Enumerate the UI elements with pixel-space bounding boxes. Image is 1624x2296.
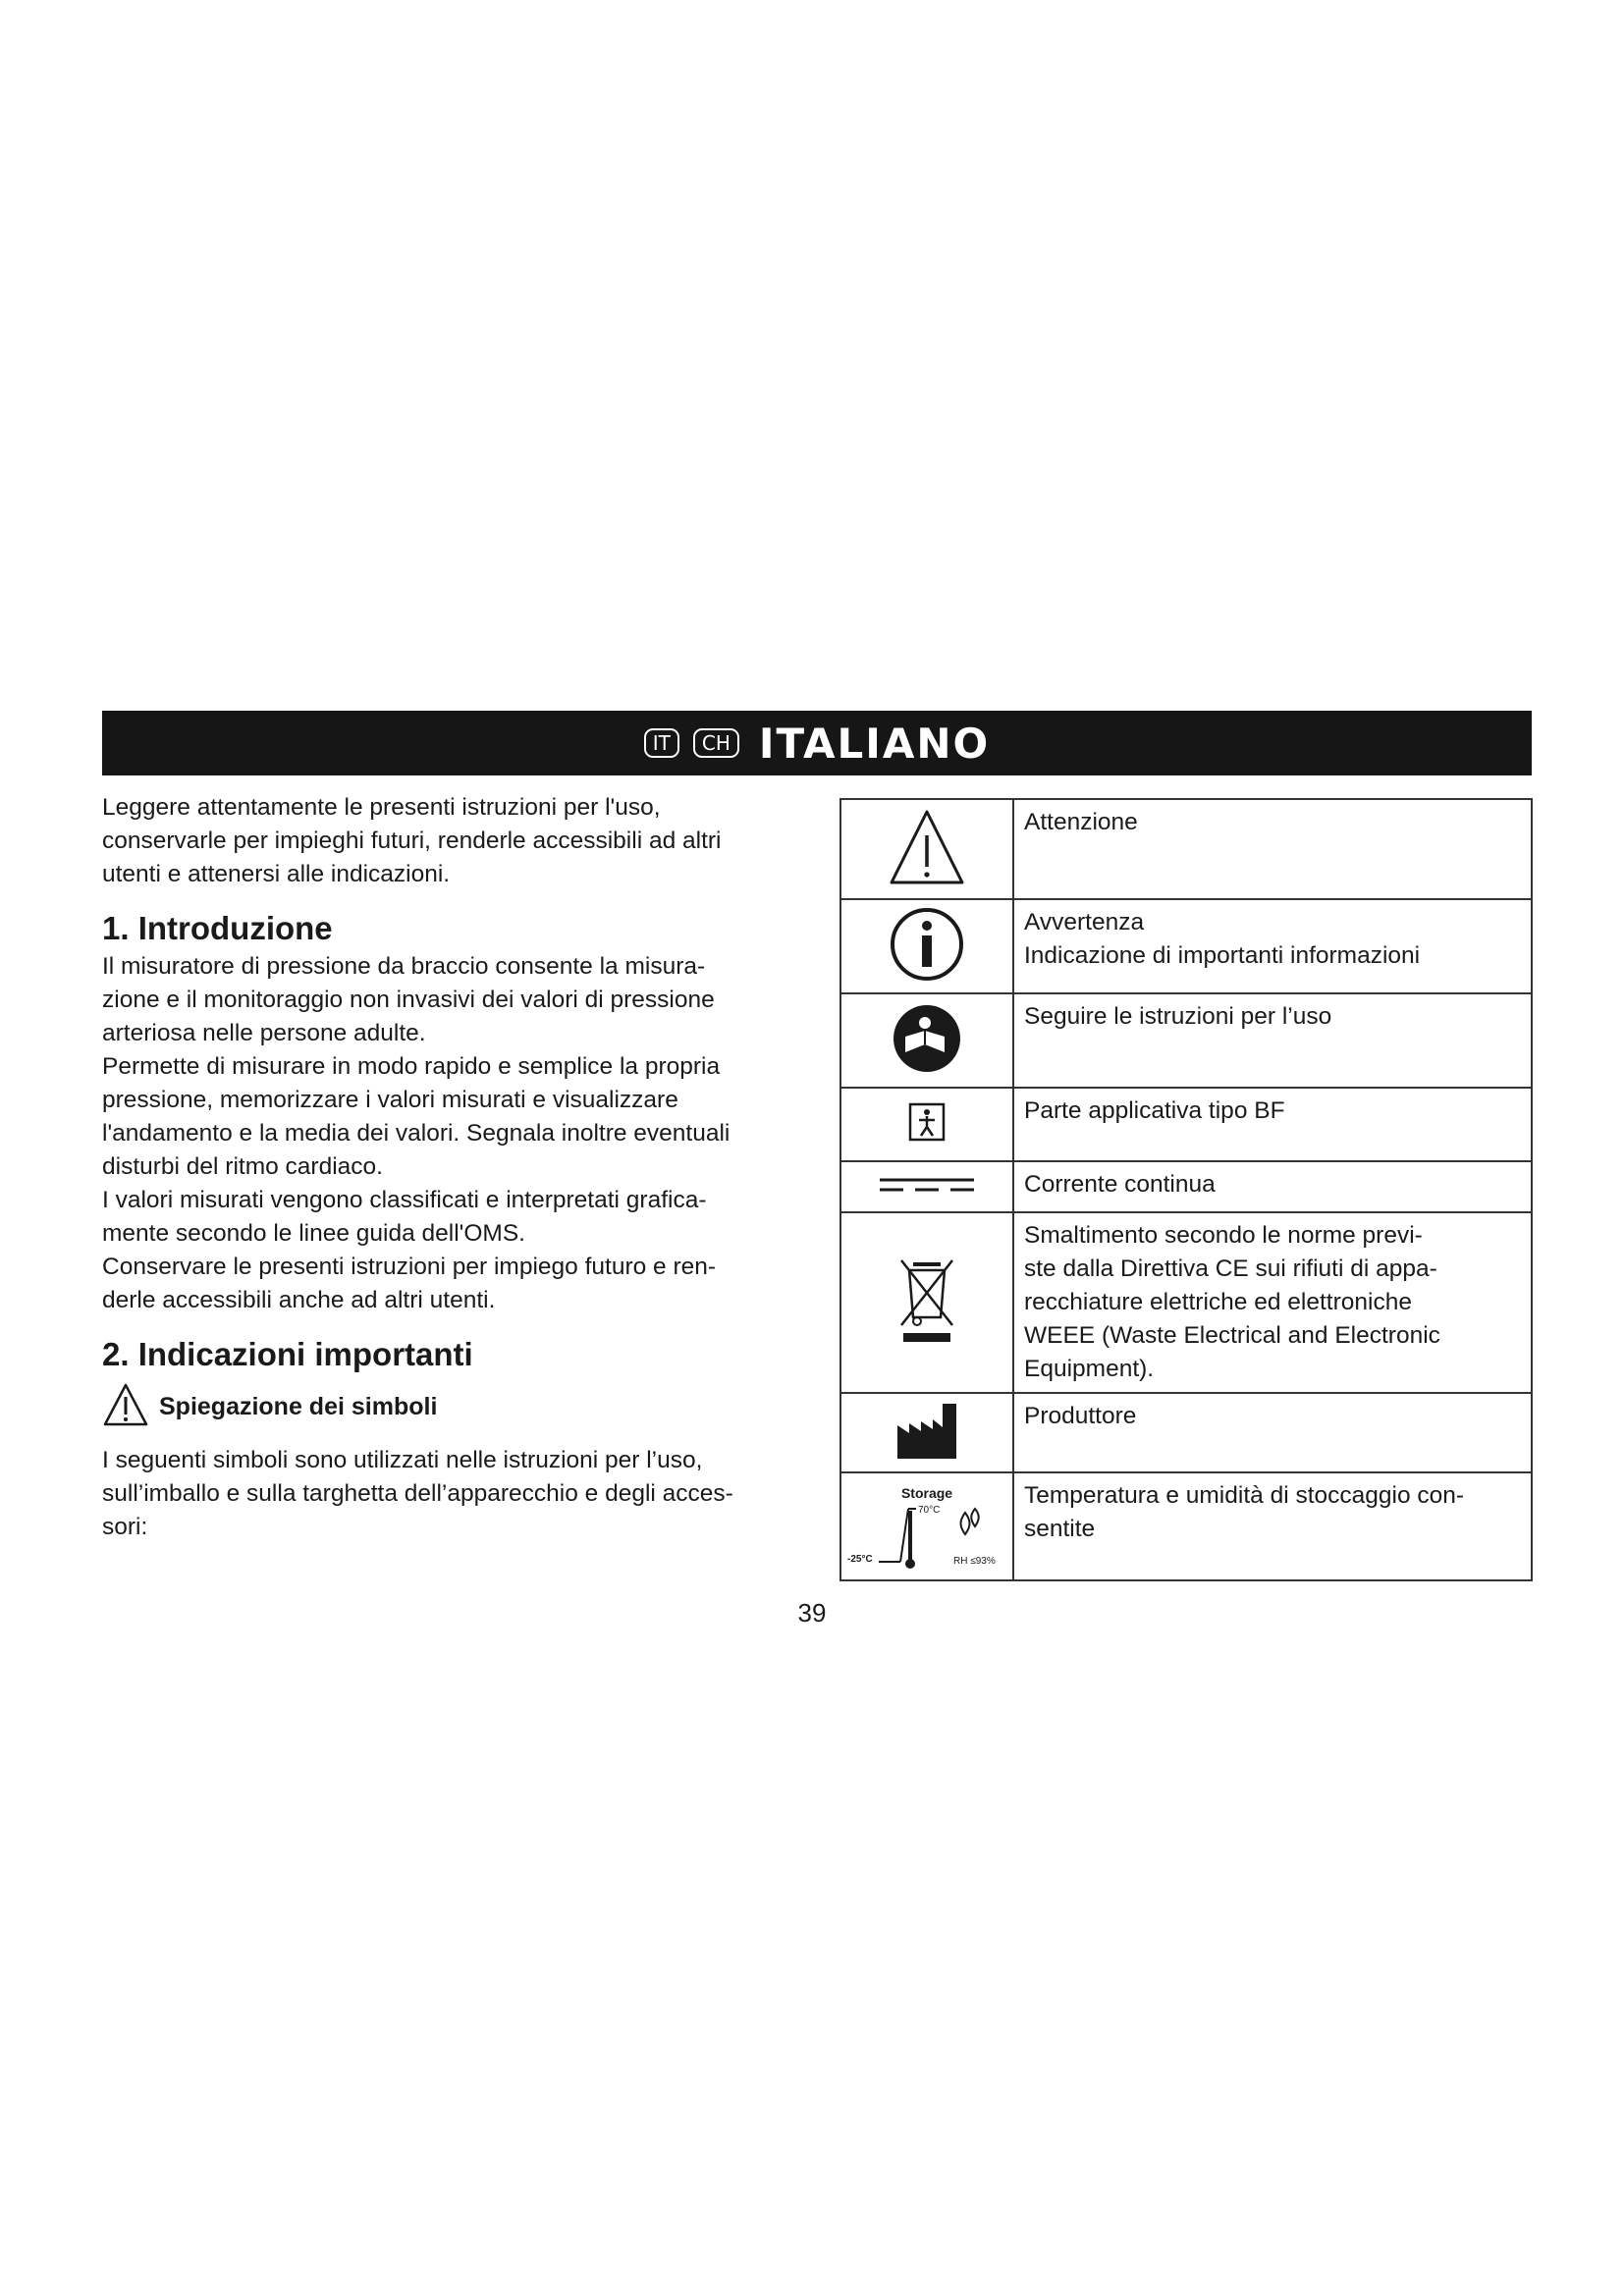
direct-current-icon [878,1182,976,1199]
warning-triangle-icon [886,876,968,892]
info-icon [888,971,966,988]
text-line: sull’imballo e sulla targhetta dell’apparecchio e degli acces- [102,1480,733,1507]
text-line: disturbi del ritmo cardiaco. [102,1153,383,1180]
text-line: Indicazione di importanti informazioni [1024,942,1421,969]
text-line: Produttore [1024,1403,1137,1429]
text-line: Permette di misurare in modo rapido e semplice la propria [102,1053,721,1080]
text-line: I seguenti simboli sono utilizzati nelle istruzioni per l’uso, [102,1447,703,1473]
symbol-cell [840,1212,1013,1393]
manufacturer-icon [895,1448,958,1465]
storage-temp-min: -25°C [847,1554,873,1565]
symbol-cell [840,1393,1013,1472]
language-header-bar [102,711,1532,775]
text-line: pressione, memorizzare i valori misurati e visualizzare [102,1087,678,1113]
text-line: Seguire le istruzioni per l’uso [1024,1003,1332,1030]
description-cell [1013,993,1532,1088]
text-line: ste dalla Direttiva CE sui rifiuti di appa- [1024,1255,1437,1282]
table-row [840,1472,1532,1580]
text-line: utenti e attenersi alle indicazioni. [102,861,451,887]
text-line: Parte applicativa tipo BF [1024,1097,1285,1124]
table-row [840,1393,1532,1472]
storage-label: Storage [900,1485,953,1501]
description-cell [1013,1393,1532,1472]
read-instructions-icon [892,1061,962,1078]
text-line: WEEE (Waste Electrical and Electronic [1024,1322,1440,1349]
table-row [840,993,1532,1088]
symbol-cell [840,1472,1013,1580]
language-title: ITALIANO [758,719,991,768]
symbols-table [839,798,1533,1581]
text-line: sentite [1024,1516,1096,1542]
section-heading-indicazioni: 2. Indicazioni importanti [102,1336,473,1372]
text-line: Conservare le presenti istruzioni per impiego futuro e ren- [102,1254,717,1280]
description-cell [1013,1161,1532,1212]
table-row [840,899,1532,993]
country-badge-ch: CH [693,728,739,758]
text-line: recchiature elettriche ed elettroniche [1024,1289,1412,1315]
table-row [840,1088,1532,1161]
bf-applied-part-icon [908,1129,946,1146]
weee-bin-icon [897,1332,956,1349]
description-cell [1013,1472,1532,1580]
storage-humidity: RH ≤93% [953,1556,996,1567]
text-line: arteriosa nelle persone adulte. [102,1020,426,1046]
text-line: Il misuratore di pressione da braccio consente la misura- [102,953,706,980]
warning-triangle-icon [102,1382,149,1432]
introduzione-paragraph [102,950,809,1317]
symbols-intro-paragraph [102,1444,809,1544]
subsection-symbols [102,1382,809,1432]
text-line: Leggere attentamente le presenti istruzioni per l'uso, [102,794,661,821]
description-cell [1013,1088,1532,1161]
table-row [840,799,1532,899]
description-cell [1013,1212,1532,1393]
text-line: conservarle per impieghi futuri, renderle accessibili ad altri [102,828,722,854]
text-line: sori: [102,1514,148,1540]
text-line: Smaltimento secondo le norme previ- [1024,1222,1423,1249]
text-line: Temperatura e umidità di stoccaggio con- [1024,1482,1465,1509]
symbol-cell [840,899,1013,993]
symbol-cell [840,1088,1013,1161]
description-cell [1013,799,1532,899]
text-line: Avvertenza [1024,909,1145,935]
text-line: I valori misurati vengono classificati e interpretati grafica- [102,1187,707,1213]
symbol-cell [840,799,1013,899]
table-row [840,1161,1532,1212]
symbol-cell [840,993,1013,1088]
country-badge-it: IT [644,728,679,758]
table-row [840,1212,1532,1393]
storage-temp-max: 70°C [918,1505,941,1516]
symbol-cell [840,1161,1013,1212]
text-line: l'andamento e la media dei valori. Segnala inoltre eventuali [102,1120,731,1147]
text-line: derle accessibili anche ad altri utenti. [102,1287,496,1313]
subsection-title: Spiegazione dei simboli [159,1393,438,1420]
description-cell [1013,899,1532,993]
storage-conditions-icon [843,1479,1010,1574]
page-number: 39 [797,1598,827,1628]
text-line: zione e il monitoraggio non invasivi dei valori di pressione [102,987,715,1013]
text-line: Attenzione [1024,809,1138,835]
intro-paragraph [102,791,809,891]
text-line: mente secondo le linee guida dell'OMS. [102,1220,525,1247]
section-heading-introduzione: 1. Introduzione [102,910,333,946]
left-column [102,791,809,1544]
text-line: Equipment). [1024,1356,1155,1382]
text-line: Corrente continua [1024,1171,1216,1198]
